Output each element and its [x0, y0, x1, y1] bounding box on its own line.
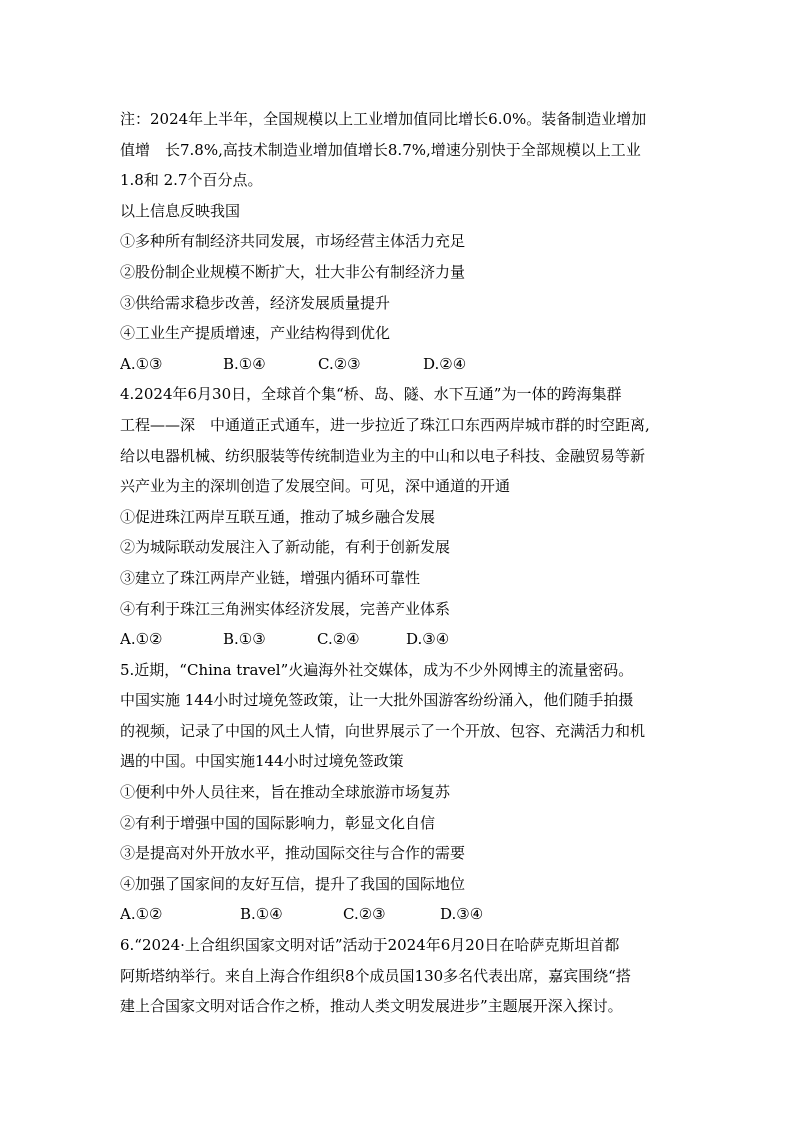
question-line: 6.“2024·上合组织国家文明对话”活动于2024年6月20日在哈萨克斯坦首都 — [120, 936, 620, 955]
option-c: C.②③ — [318, 354, 361, 373]
option-b: B.①④ — [240, 905, 283, 924]
option-d: D.②④ — [423, 354, 467, 373]
option-a: A.①② — [120, 905, 163, 924]
note-line: 注：2024年上半年，全国规模以上工业增加值同比增长6.0%。装备制造业增加 — [120, 110, 647, 128]
choice-item: ①便利中外人员往来，旨在推动全球旅游市场复苏 — [120, 783, 451, 802]
note-line: 值增 长7.8%,高技术制造业增加值增长8.7%,增速分别快于全部规模以上工业 — [120, 140, 641, 159]
choice-item: ②为城际联动发展注入了新动能，有利于创新发展 — [120, 538, 451, 557]
choice-item: ②股份制企业规模不断扩大，壮大非公有制经济力量 — [120, 262, 466, 281]
choice-item: ①促进珠江两岸互联互通，推动了城乡融合发展 — [120, 507, 436, 526]
option-a: A.①② — [120, 630, 163, 649]
question-3 — [120, 196, 690, 380]
choice-item: ①多种所有制经济共同发展，市场经营主体活力充足 — [120, 232, 466, 251]
question-line: 兴产业为主的深圳创造了发展空间。可见，深中通道的开通 — [120, 477, 511, 496]
answer-options — [120, 624, 690, 655]
choice-item: ④有利于珠江三角洲实体经济发展，完善产业体系 — [120, 599, 451, 618]
option-b: B.①④ — [223, 354, 266, 373]
question-6 — [120, 930, 690, 1022]
question-4 — [120, 379, 690, 654]
question-line: 的视频，记录了中国的风土人情，向世界展示了一个开放、包容、充满活力和机 — [120, 721, 646, 740]
choice-item: ③供给需求稳步改善，经济发展质量提升 — [120, 293, 391, 312]
note-line: 1.8和 2.7个百分点。 — [120, 171, 263, 190]
question-line: 遇的中国。中国实施144小时过境免签政策 — [120, 752, 404, 771]
choice-item: ③建立了珠江两岸产业链，增强内循环可靠性 — [120, 568, 421, 587]
answer-options — [120, 899, 690, 930]
choice-item: ④工业生产提质增速，产业结构得到优化 — [120, 324, 391, 343]
question-line: 给以电器机械、纺织服装等传统制造业为主的中山和以电子科技、金融贸易等新 — [120, 446, 646, 465]
note-block — [120, 104, 690, 196]
option-d: D.③④ — [440, 905, 484, 924]
answer-options — [120, 349, 690, 380]
choice-item: ④加强了国家间的友好互信，提升了我国的国际地位 — [120, 874, 466, 893]
question-5 — [120, 655, 690, 930]
option-c: C.②③ — [343, 905, 386, 924]
question-line: 5.近期，“China travel”火遍海外社交媒体，成为不少外网博主的流量密码。 — [120, 660, 634, 679]
question-line: 工程——深 中通道正式通车，进一步拉近了珠江口东西两岸城市群的时空距离, — [120, 415, 650, 434]
choice-item: ③是提高对外开放水平，推动国际交往与合作的需要 — [120, 844, 466, 863]
question-stem: 以上信息反映我国 — [120, 201, 241, 220]
option-d: D.③④ — [406, 630, 450, 649]
option-b: B.①③ — [223, 630, 266, 649]
exam-content — [120, 104, 690, 1022]
option-c: C.②④ — [317, 630, 360, 649]
question-line: 建上合国家文明对话合作之桥，推动人类文明发展进步”主题展开深入探讨。 — [120, 997, 623, 1016]
question-line: 中国实施 144小时过境免签政策，让一大批外国游客纷纷涌入，他们随手拍摄 — [120, 691, 634, 710]
question-line: 4.2024年6月30日，全球首个集“桥、岛、隧、水下互通”为一体的跨海集群 — [120, 385, 622, 404]
choice-item: ②有利于增强中国的国际影响力，彰显文化自信 — [120, 813, 436, 832]
option-a: A.①③ — [120, 354, 163, 373]
question-line: 阿斯塔纳举行。来自上海合作组织8个成员国130多名代表出席，嘉宾围绕“搭 — [120, 966, 631, 985]
